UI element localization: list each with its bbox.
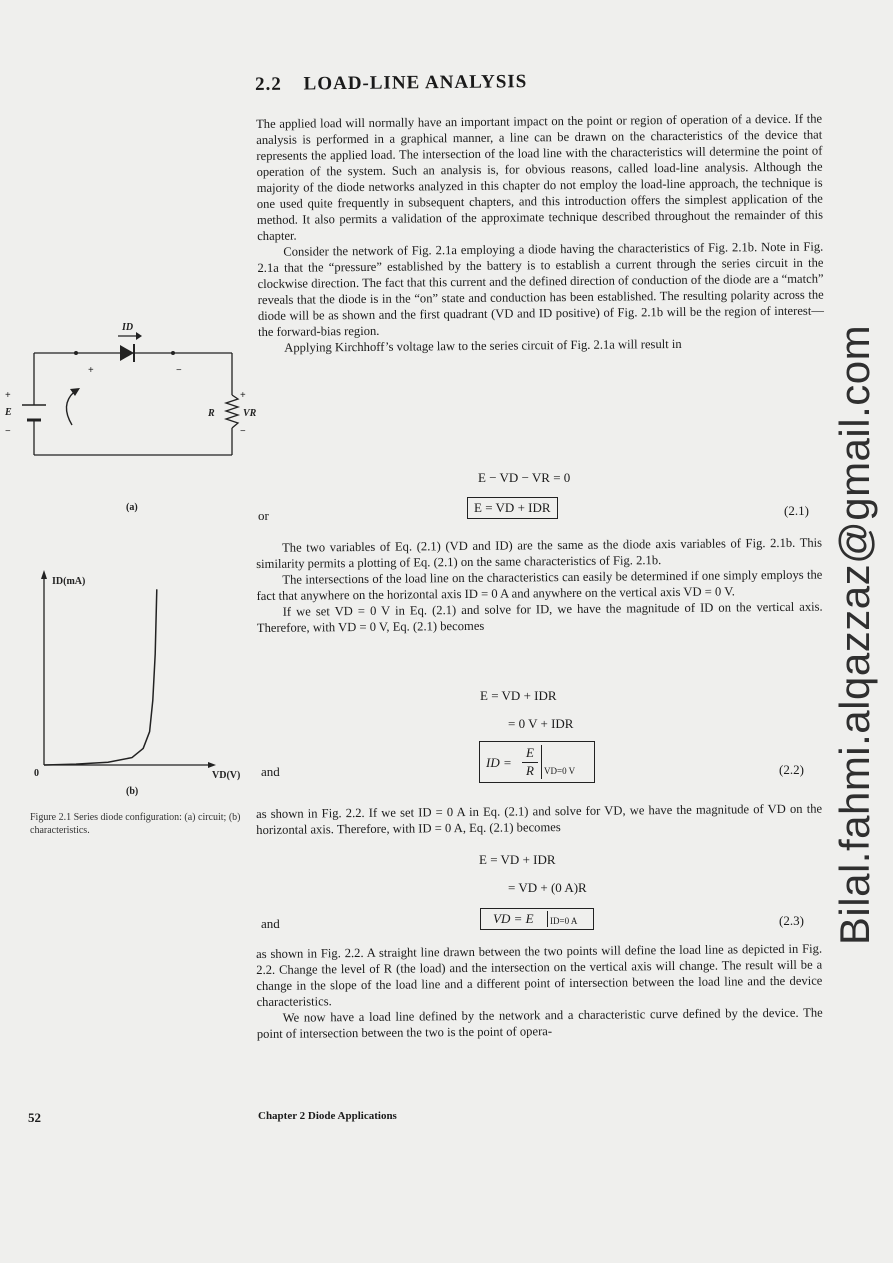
paragraph-intro: The applied load will normally have an important impact on the point or region of operation of a device. If the analysis is performed in a graphical manner, a line can be drawn on the characteristics of the device that represents the applied load. The intersection of the load line with the characteristics will determine the point of operation of the system. Such an analysis is, for obvious reasons, called load-line analysis. Although the majority of the diode networks analyzed in this chapter do not employ the load-line approach, the technique is one used quite frequently in subsequent chapters, and this introduction offers the simplest application of the method. It also permits a validation of the approximate technique described throughout the remainder of this chapter. [256,111,824,243]
equation-2-2-condition: VD=0 V [544,766,576,776]
equation-kvl: E − VD − VR = 0 [478,470,571,485]
origin-label: 0 [34,768,39,779]
equation-2-3-number: (2.3) [779,913,804,928]
paragraph-set-id: as shown in Fig. 2.2. If we set ID = 0 A in Eq. (2.1) and solve for VD, we have the magnitude of VD on the horizontal axis. Therefore, with ID = 0 A, Eq. (2.1) becomes [256,801,823,837]
x-axis-label: VD(V) [212,770,241,781]
chapter-footer: Chapter 2 Diode Applications [258,1110,397,1122]
equation-2-1-number: (2.1) [784,503,809,518]
label-e-plus: + [5,390,11,401]
label-id: ID [122,322,134,333]
label-vr-plus: + [240,390,246,401]
equation-2-2-step-1: E = VD + IDR [480,688,557,703]
and-label-1: and [261,764,280,779]
equation-2-2-denominator: R [526,763,534,778]
label-sub-a: (a) [126,502,138,513]
label-e: E [5,407,12,418]
equation-2-3-step-1: E = VD + IDR [479,852,556,867]
y-axis-label: ID(mA) [52,576,86,587]
label-plus-top: + [88,365,94,376]
paragraph-kvl: Applying Kirchhoff’s voltage law to the series circuit of Fig. 2.1a will result in [284,336,682,355]
label-r: R [208,408,215,419]
paragraph-straight-line: as shown in Fig. 2.2. A straight line drawn between the two points will define the load line as depicted in Fig. 2.2. Change the level of R (the load) and the intersection on the vertical axis will change. The result will be a change in the slope of the load line and a different point of intersection between the load line and the device characteristics. [256,941,823,1009]
watermark: Bilal.fahmi.alqazzaz@gmail.com [831,324,878,946]
equation-2-3-step-2: = VD + (0 A)R [508,880,587,895]
page-number: 52 [28,1110,41,1125]
figure-caption: Figure 2.1 Series diode configuration: (a) circuit; (b) characteristics. [30,812,241,836]
y-axis-arrow-icon [41,570,47,579]
label-vr: VR [243,408,257,419]
equation-2-2-step-2: = 0 V + IDR [508,716,574,731]
equation-2-2-lhs: ID = [486,755,512,770]
section-title: LOAD-LINE ANALYSIS [303,71,528,95]
equation-2-3-expression: VD = E [493,911,534,926]
paragraph-intersections: The intersections of the load line on the characteristics can easily be determined if one simply employs the fact that anywhere on the horizontal axis ID = 0 A and anywhere on the vertical axis VD = 0 V. [256,567,823,603]
equation-2-3-condition: ID=0 A [550,916,578,926]
section-number: 2.2 [255,73,282,95]
equation-2-2-number: (2.2) [779,762,804,777]
sub-label-b: (b) [126,786,139,797]
and-label-2: and [261,916,280,931]
paragraph-intersection-point: We now have a load line defined by the network and a characteristic curve defined by the device. The point of intersection between the two is the point of opera- [256,1005,823,1041]
characteristic-curve [44,589,157,765]
paragraph-consider-network: Consider the network of Fig. 2.1a employing a diode having the characteristics of Fig. 2.1b. Note in Fig. 2.1a that the “pressure” established by the battery is to establish a current through the series circuit in the clockwise direction. The fact that this current and the defined direction of conduction of the diode are a “match” reveals that the diode is in the “on” state and conduction has been established. The resulting polarity across the diode will be as shown and the first quadrant (VD and ID positive) of Fig. 2.1b will be the region of interest—the forward-bias region. [257,239,824,339]
label-e-minus: − [5,426,11,437]
paragraph-two-variables: The two variables of Eq. (2.1) (VD and ID) are the same as the diode axis variables of Fig. 2.1b. This similarity permits a plotting of Eq. (2.1) on the same characteristics of Fig. 2.1b. [256,535,823,571]
x-axis-arrow-icon [208,762,216,768]
paragraph-set-vd: If we set VD = 0 V in Eq. (2.1) and solve for ID, we have the magnitude of ID on the vertical axis. Therefore, with VD = 0 V, Eq. (2.1) becomes [256,599,823,635]
equation-2-2-numerator: E [526,745,534,760]
label-minus-top: − [176,365,182,376]
label-vr-minus: − [240,426,246,437]
or-label: or [258,508,269,523]
equation-2-1: E = VD + IDR [467,497,558,519]
